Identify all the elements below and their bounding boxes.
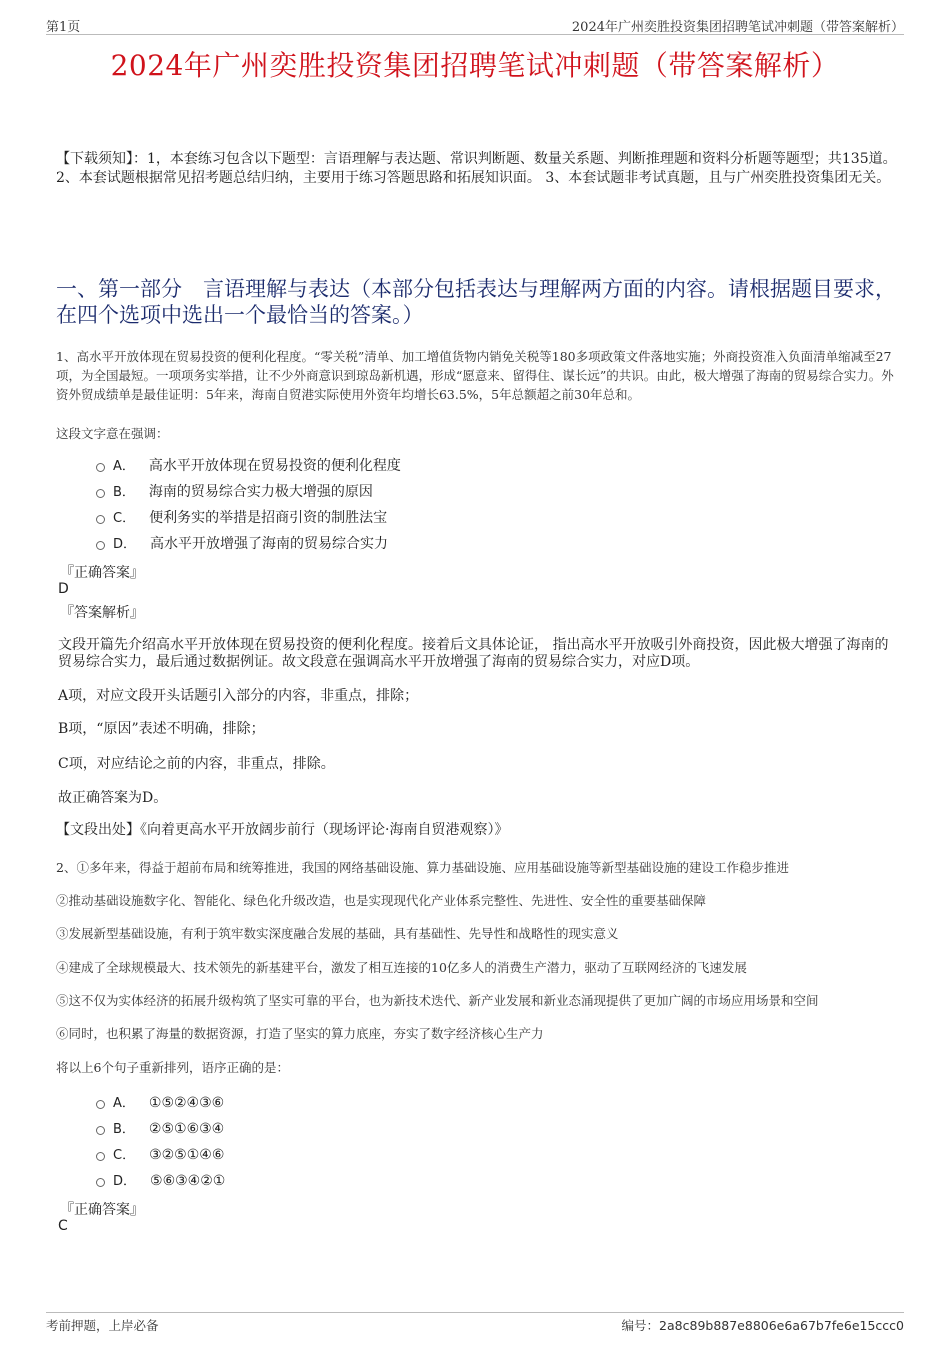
document-title: 2024年广州奕胜投资集团招聘笔试冲刺题（带答案解析）: [110, 49, 840, 82]
page-number: 第1页: [46, 20, 81, 35]
q1-option-d[interactable]: D． 高水平开放增强了海南的贸易综合实力: [96, 534, 388, 554]
q1-option-b[interactable]: B． 海南的贸易综合实力极大增强的原因: [96, 482, 373, 502]
radio-icon[interactable]: [96, 1178, 105, 1187]
footer-doc-id: 编号：2a8c89b887e8806e6a67b7fe6e15ccc0: [621, 1318, 904, 1333]
q1-note-c: C项，对应结论之前的内容，非重点，排除。: [58, 756, 335, 772]
q2-sentence-2: ②推动基础设施数字化、智能化、绿色化升级改造，也是实现现代化产业体系完整性、先进性、安全性的重要基础保障: [56, 893, 707, 908]
q2-option-a[interactable]: A． ①⑤②④③⑥: [96, 1093, 224, 1113]
q2-answer-label: 『正确答案』: [60, 1202, 144, 1218]
radio-icon[interactable]: [96, 1126, 105, 1135]
q2-option-d[interactable]: D． ⑤⑥③④②①: [96, 1171, 225, 1191]
header-doc-title: 2024年广州奕胜投资集团招聘笔试冲刺题（带答案解析）: [571, 20, 904, 35]
footer-slogan: 考前押题，上岸必备: [46, 1318, 159, 1333]
q1-analysis-label: 『答案解析』: [60, 605, 144, 621]
q1-source: 【文段出处】《向着更高水平开放阔步前行（现场评论·海南自贸港观察）》: [56, 822, 509, 838]
q2-answer: C: [58, 1218, 68, 1234]
q1-note-b: B项，“原因”表述不明确，排除；: [58, 721, 265, 737]
page-header: [46, 14, 904, 35]
radio-icon[interactable]: [96, 515, 105, 524]
q2-option-c[interactable]: C． ③②⑤①④⑥: [96, 1145, 224, 1165]
radio-icon[interactable]: [96, 1152, 105, 1161]
q1-stem: 1、高水平开放体现在贸易投资的便利化程度。“零关税”清单、加工增值货物内销免关税等180多项政策文件落地实施；外商投资准入负面清单缩减至27项，为全国最短。一项项务实举措，让不少外商意识到琼岛新机遇，形成“愿意来、留得住、谋长远”的共识。由此，极大增强了海南的贸易综合实力。外资外贸成绩单是最佳证明：5年来，海南自贸港实际使用外资年均增长63.5%，5年总额超之前30年总和。: [56, 349, 894, 402]
q2-sentence-1: 2、①多年来，得益于超前布局和统筹推进，我国的网络基础设施、算力基础设施、应用基础设施等新型基础设施的建设工作稳步推进: [56, 860, 789, 875]
q1-answer: D: [58, 581, 69, 597]
q1-option-a[interactable]: A． 高水平开放体现在贸易投资的便利化程度: [96, 456, 401, 476]
radio-icon[interactable]: [96, 489, 105, 498]
q2-sentence-4: ④建成了全球规模最大、技术领先的新基建平台，激发了相互连接的10亿多人的消费生产潜力，驱动了互联网经济的飞速发展: [56, 960, 747, 975]
q2-sentence-6: ⑥同时，也积累了海量的数据资源，打造了坚实的算力底座，夯实了数字经济核心生产力: [56, 1026, 544, 1041]
page-footer: [46, 1312, 904, 1333]
q1-option-c[interactable]: C． 便利务实的举措是招商引资的制胜法宝: [96, 508, 387, 528]
q1-answer-label: 『正确答案』: [60, 565, 144, 581]
q1-analysis: 文段开篇先介绍高水平开放体现在贸易投资的便利化程度。接着后文具体论证， 指出高水平开放吸引外商投资，因此极大增强了海南的贸易综合实力，最后通过数据例证。故文段意在强调高水平开放增强了海南的贸易综合实力，对应D项。: [58, 637, 889, 670]
section-heading: 一、第一部分 言语理解与表达（本部分包括表达与理解两方面的内容。请根据题目要求，在四个选项中选出一个最恰当的答案。）: [56, 277, 896, 327]
q2-option-b[interactable]: B． ②⑤①⑥③④: [96, 1119, 224, 1139]
q1-prompt: 这段文字意在强调：: [56, 426, 169, 441]
radio-icon[interactable]: [96, 541, 105, 550]
radio-icon[interactable]: [96, 1100, 105, 1109]
q2-prompt: 将以上6个句子重新排列，语序正确的是：: [56, 1060, 289, 1075]
download-notice: 【下载须知】：1，本套练习包含以下题型：言语理解与表达题、常识判断题、数量关系题、判断推理题和资料分析题等题型；共135道。 2、本套试题根据常见招考题总结归纳，主要用于练习答题思路和拓展知识面。 3、本套试题非考试真题，且与广州奕胜投资集团无关。: [56, 151, 897, 186]
q2-sentence-3: ③发展新型基础设施，有利于筑牢数实深度融合发展的基础，具有基础性、先导性和战略性的现实意义: [56, 926, 619, 941]
q1-conclusion: 故正确答案为D。: [58, 790, 168, 806]
radio-icon[interactable]: [96, 463, 105, 472]
q2-sentence-5: ⑤这不仅为实体经济的拓展升级构筑了坚实可靠的平台，也为新技术迭代、新产业发展和新业态涌现提供了更加广阔的市场应用场景和空间: [56, 993, 819, 1008]
q1-note-a: A项，对应文段开头话题引入部分的内容，非重点，排除；: [58, 688, 419, 704]
